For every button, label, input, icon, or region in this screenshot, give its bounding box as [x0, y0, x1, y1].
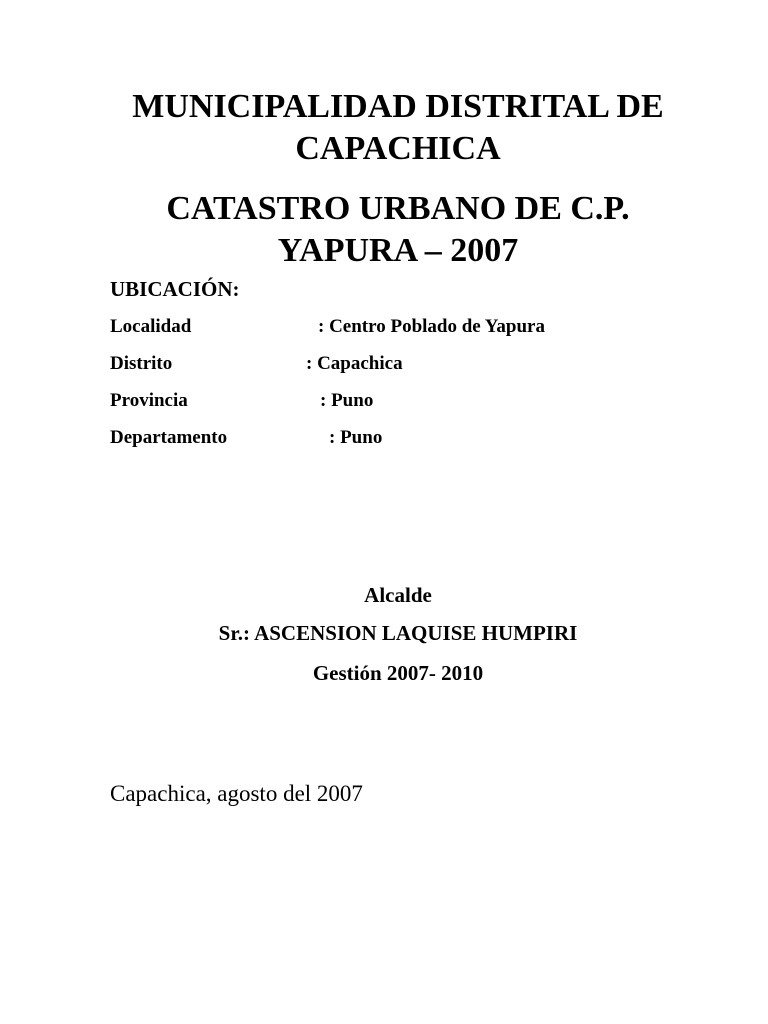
alcalde-label: Alcalde	[364, 583, 432, 607]
title-line-2: CAPACHICA	[295, 130, 501, 167]
title-line-1: MUNICIPALIDAD DISTRITAL DE	[132, 88, 664, 125]
location-label: Distrito	[110, 353, 173, 374]
location-label: Provincia	[110, 390, 188, 411]
place-date: Capachica, agosto del 2007	[110, 781, 363, 806]
location-row-distrito	[110, 352, 710, 376]
location-value: : Puno	[329, 427, 383, 448]
location-value: : Capachica	[306, 353, 403, 374]
location-label: Departamento	[110, 427, 228, 448]
location-row-provincia	[110, 389, 710, 413]
cadastre-title	[60, 188, 736, 272]
subtitle-line-1: CATASTRO URBANO DE C.P.	[166, 190, 630, 227]
subtitle-line-2: YAPURA – 2007	[277, 232, 519, 269]
location-row-localidad	[110, 315, 710, 339]
municipality-title	[60, 86, 736, 170]
alcalde-name: Sr.: ASCENSION LAQUISE HUMPIRI	[218, 621, 578, 645]
gestion-period: Gestión 2007- 2010	[312, 661, 484, 685]
location-value: : Centro Poblado de Yapura	[318, 316, 545, 337]
location-label: Localidad	[110, 316, 192, 337]
location-value: : Puno	[320, 390, 374, 411]
ubicacion-heading: UBICACIÓN:	[110, 277, 240, 301]
location-row-departamento	[110, 426, 710, 450]
